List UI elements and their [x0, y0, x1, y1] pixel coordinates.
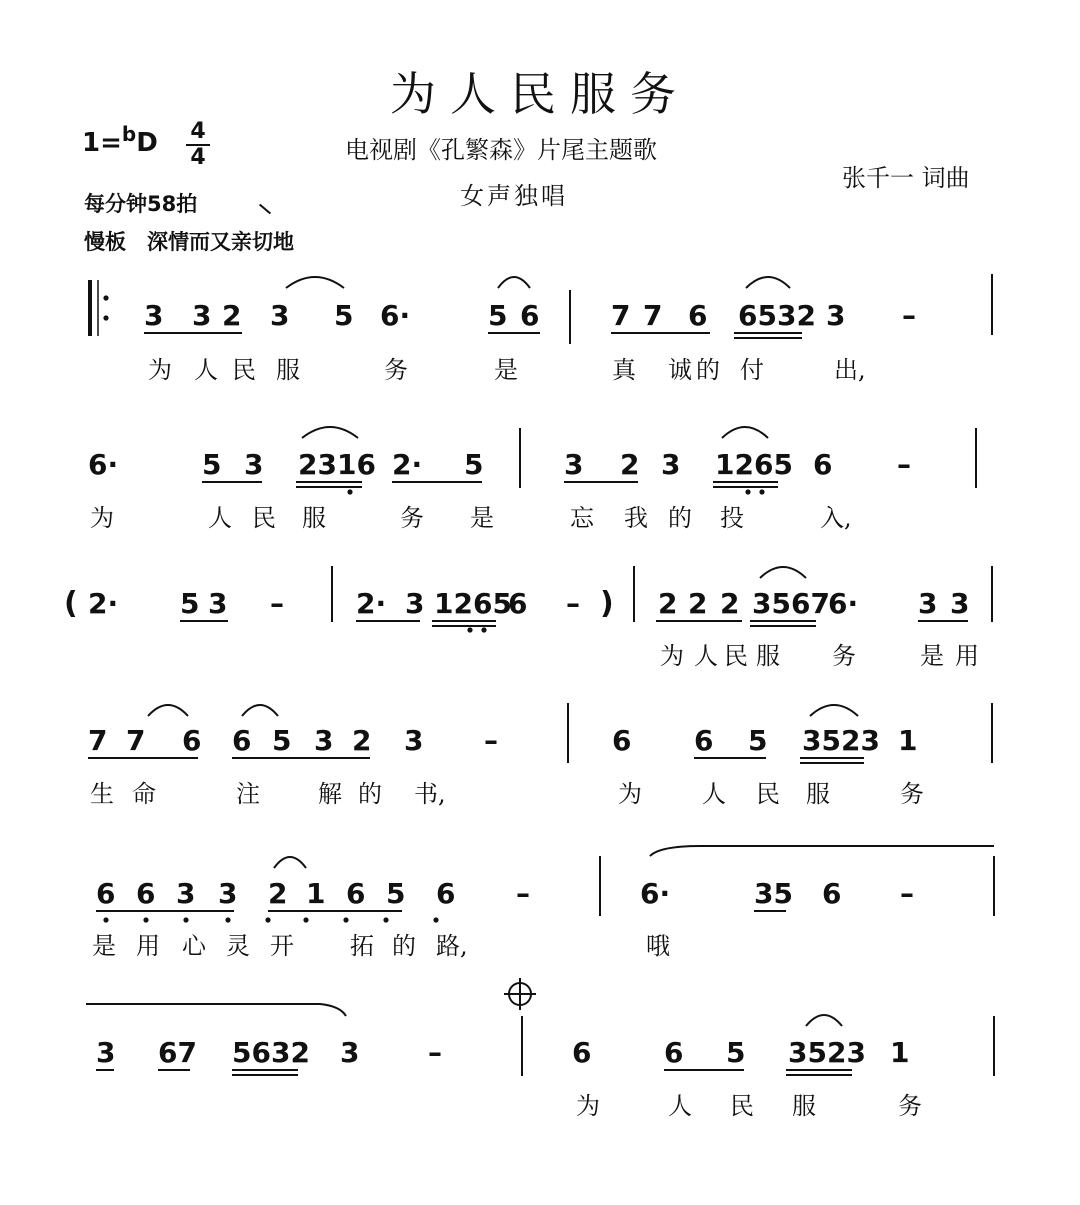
- note-4-7: 2: [352, 724, 372, 757]
- key-note: D: [136, 128, 158, 158]
- lyric-1-1: 为: [148, 356, 172, 384]
- voice-type: 女声独唱: [460, 182, 568, 210]
- note-4-5: 5: [272, 724, 292, 757]
- octave-dot: [103, 917, 108, 922]
- note-3-3: 5: [180, 587, 200, 620]
- octave-dot: [433, 917, 438, 922]
- lyric-1-7: 真: [612, 356, 636, 384]
- lyric-1-9: 的: [696, 356, 720, 384]
- lyric-4-10: 服: [806, 780, 830, 808]
- note-6-3: 5632: [232, 1036, 310, 1069]
- lyric-6-3: 民: [730, 1092, 754, 1120]
- lyric-3-2: 人: [694, 642, 718, 670]
- note-3-1: (: [64, 586, 78, 621]
- note-4-4: 6: [232, 724, 252, 757]
- note-4-2: 7: [126, 724, 146, 757]
- note-1-8: 6: [520, 299, 540, 332]
- note-1-3: 2: [222, 299, 242, 332]
- note-5-7: 6: [346, 877, 366, 910]
- lyric-4-7: 为: [618, 780, 642, 808]
- tie-arc: [286, 277, 344, 288]
- note-3-14: 2: [720, 587, 740, 620]
- lyric-1-2: 人: [194, 356, 218, 384]
- note-5-8: 5: [386, 877, 406, 910]
- long-slur: [650, 846, 994, 856]
- note-6-10: 1: [890, 1036, 910, 1069]
- time-numerator: 4: [190, 119, 206, 144]
- lyric-1-10: 付: [740, 356, 764, 384]
- tempo-marking: 每分钟58拍: [84, 192, 198, 216]
- repeat-dot: [103, 295, 108, 300]
- lyric-5-3: 心: [182, 932, 206, 960]
- lyric-2-9: 的: [668, 504, 692, 532]
- lyric-4-2: 命: [132, 780, 156, 808]
- lyric-5-7: 的: [392, 932, 416, 960]
- lyric-4-8: 人: [702, 780, 726, 808]
- note-3-17: 3: [918, 587, 938, 620]
- lyric-2-3: 民: [252, 504, 276, 532]
- lyric-1-6: 是: [494, 356, 518, 384]
- note-5-13: 6: [822, 877, 842, 910]
- lyric-2-1: 为: [90, 504, 114, 532]
- note-5-4: 3: [218, 877, 238, 910]
- lyric-6-2: 人: [668, 1092, 692, 1120]
- note-4-10: 6: [612, 724, 632, 757]
- note-5-14: –: [900, 877, 914, 910]
- note-3-10: –: [566, 587, 580, 620]
- lyric-3-1: 为: [660, 642, 684, 670]
- lyric-2-6: 是: [470, 504, 494, 532]
- note-4-14: 1: [898, 724, 918, 757]
- note-2-3: 3: [244, 448, 264, 481]
- note-3-15: 3567: [752, 587, 830, 620]
- tie-arc: [242, 705, 278, 716]
- song-title: 为人民服务: [390, 67, 690, 121]
- note-4-12: 5: [748, 724, 768, 757]
- note-1-11: 6: [688, 299, 708, 332]
- note-4-8: 3: [404, 724, 424, 757]
- note-5-9: 6: [436, 877, 456, 910]
- note-3-12: 2: [658, 587, 678, 620]
- note-6-4: 3: [340, 1036, 360, 1069]
- lyric-2-5: 务: [400, 504, 424, 532]
- lyric-5-2: 用: [136, 932, 160, 960]
- long-slur-continuation: [86, 1004, 346, 1016]
- lyric-5-8: 路,: [436, 932, 468, 960]
- octave-dot: [467, 627, 472, 632]
- lyric-1-8: 诚: [668, 356, 692, 384]
- note-1-14: –: [902, 299, 916, 332]
- note-6-9: 3523: [788, 1036, 866, 1069]
- note-6-1: 3: [96, 1036, 116, 1069]
- note-2-1: 6·: [88, 448, 119, 481]
- octave-dot: [481, 627, 486, 632]
- note-2-12: –: [897, 448, 911, 481]
- tie-arc: [746, 277, 790, 288]
- lyric-4-4: 解: [318, 780, 342, 808]
- octave-dot: [759, 489, 764, 494]
- note-6-7: 6: [664, 1036, 684, 1069]
- lyric-1-5: 务: [384, 356, 408, 384]
- note-6-6: 6: [572, 1036, 592, 1069]
- note-6-5: –: [428, 1036, 442, 1069]
- note-3-7: 3: [405, 587, 425, 620]
- repeat-dot: [103, 315, 108, 320]
- note-5-11: 6·: [640, 877, 671, 910]
- lyric-2-8: 我: [624, 504, 648, 532]
- note-3-2: 2·: [88, 587, 119, 620]
- note-3-5: –: [270, 587, 284, 620]
- note-5-6: 1: [306, 877, 326, 910]
- tie-arc: [810, 705, 858, 716]
- lyric-3-7: 用: [955, 642, 979, 670]
- note-5-5: 2: [268, 877, 288, 910]
- note-3-13: 2: [688, 587, 708, 620]
- note-5-3: 3: [176, 877, 196, 910]
- octave-dot: [143, 917, 148, 922]
- note-2-5: 2·: [392, 448, 423, 481]
- note-3-9: 6: [508, 587, 528, 620]
- octave-dot: [383, 917, 388, 922]
- note-1-9: 7: [611, 299, 631, 332]
- lyric-2-7: 忘: [570, 504, 594, 532]
- tie-arc: [806, 1015, 842, 1026]
- lyric-6-5: 务: [898, 1092, 922, 1120]
- note-3-11: ): [600, 586, 614, 621]
- lyric-3-3: 民: [724, 642, 748, 670]
- lyric-2-2: 人: [208, 504, 232, 532]
- tie-arc: [302, 427, 358, 438]
- subtitle: 电视剧《孔繁森》片尾主题歌: [345, 136, 657, 164]
- octave-dot: [183, 917, 188, 922]
- note-4-11: 6: [694, 724, 714, 757]
- lyric-1-4: 服: [276, 356, 300, 384]
- lyric-2-10: 投: [720, 504, 744, 532]
- lyric-2-11: 入,: [820, 504, 852, 532]
- lyric-5-5: 开: [270, 932, 294, 960]
- lyric-5-1: 是: [92, 932, 116, 960]
- note-1-2: 3: [192, 299, 212, 332]
- note-4-6: 3: [314, 724, 334, 757]
- composer-credit: 张千一 词曲: [842, 164, 970, 192]
- note-1-5: 5: [334, 299, 354, 332]
- note-1-4: 3: [270, 299, 290, 332]
- note-1-1: 3: [144, 299, 164, 332]
- tie-arc: [722, 427, 768, 438]
- note-5-12: 35: [754, 877, 793, 910]
- note-4-13: 3523: [802, 724, 880, 757]
- key-prefix: 1=: [82, 128, 122, 158]
- octave-dot: [303, 917, 308, 922]
- note-1-7: 5: [488, 299, 508, 332]
- tie-arc: [148, 705, 188, 716]
- note-3-6: 2·: [356, 587, 387, 620]
- note-2-2: 5: [202, 448, 222, 481]
- lyric-3-4: 服: [756, 642, 780, 670]
- octave-dot: [225, 917, 230, 922]
- note-2-8: 2: [620, 448, 640, 481]
- lyric-6-4: 服: [792, 1092, 816, 1120]
- flat-sign: b: [121, 122, 137, 146]
- octave-dot: [745, 489, 750, 494]
- lyric-4-11: 务: [900, 780, 924, 808]
- note-4-3: 6: [182, 724, 202, 757]
- note-4-9: –: [484, 724, 498, 757]
- note-1-10: 7: [643, 299, 663, 332]
- note-2-11: 6: [813, 448, 833, 481]
- lyric-4-9: 民: [756, 780, 780, 808]
- note-2-7: 3: [564, 448, 584, 481]
- lyric-5-6: 拓: [350, 932, 374, 960]
- note-1-13: 3: [826, 299, 846, 332]
- note-5-2: 6: [136, 877, 156, 910]
- note-2-10: 1265: [715, 448, 793, 481]
- expression-marking: 慢板 深情而又亲切地: [84, 230, 294, 254]
- tie-arc: [498, 277, 530, 288]
- lyric-4-1: 生: [90, 780, 114, 808]
- note-2-4: 2316: [298, 448, 376, 481]
- note-3-8: 1265: [434, 587, 512, 620]
- time-denominator: 4: [190, 145, 206, 170]
- note-3-4: 3: [208, 587, 228, 620]
- octave-dot: [343, 917, 348, 922]
- note-2-6: 5: [464, 448, 484, 481]
- note-6-2: 67: [158, 1036, 197, 1069]
- lyric-1-11: 出,: [834, 356, 866, 384]
- lyric-4-6: 书,: [414, 780, 446, 808]
- tie-arc: [760, 567, 806, 578]
- note-6-8: 5: [726, 1036, 746, 1069]
- octave-dot: [265, 917, 270, 922]
- tie-arc: [274, 857, 306, 868]
- note-1-6: 6·: [380, 299, 411, 332]
- lyric-1-3: 民: [232, 356, 256, 384]
- lyric-3-6: 是: [920, 642, 944, 670]
- lyric-4-3: 注: [236, 780, 260, 808]
- lyric-2-4: 服: [302, 504, 326, 532]
- lyric-5-4: 灵: [226, 932, 250, 960]
- note-2-9: 3: [661, 448, 681, 481]
- note-5-10: –: [516, 877, 530, 910]
- lyric-5-9: 哦: [646, 932, 670, 960]
- octave-dot: [347, 489, 352, 494]
- lyric-4-5: 的: [358, 780, 382, 808]
- note-3-16: 6·: [828, 587, 859, 620]
- note-5-1: 6: [96, 877, 116, 910]
- lyric-6-1: 为: [576, 1092, 600, 1120]
- lyric-3-5: 务: [832, 642, 856, 670]
- note-4-1: 7: [88, 724, 108, 757]
- note-3-18: 3: [950, 587, 970, 620]
- note-1-12: 6532: [738, 299, 816, 332]
